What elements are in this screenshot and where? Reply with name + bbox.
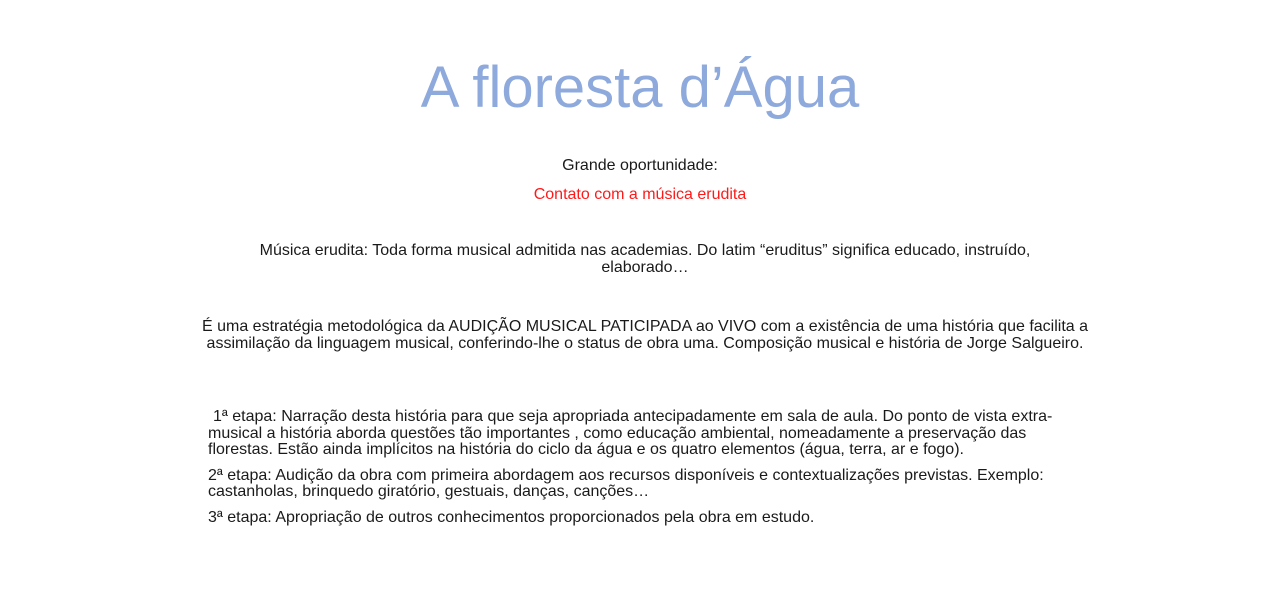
definition-paragraph: Música erudita: Toda forma musical admitida nas academias. Do latim “eruditus” significa educado, instruído, elaborado… [259,242,1031,276]
slide-subtitle: Grande oportunidade: [562,157,718,174]
steps-list [208,409,1088,535]
step-1: 1ª etapa: Narração desta história para que seja apropriada antecipadamente em sala de aula. Do ponto de vista extra-musical a história aborda questões tão importantes , como educação ambiental, nomeadamente a preservação das florestas. Estão ainda implícitos na história do ciclo da água e os quatro elementos (água, terra, ar e fogo). [208,408,1053,458]
highlight-text: Contato com a música erudita [533,186,747,203]
step-3: 3ª etapa: Apropriação de outros conhecimentos proporcionados pela obra em estudo. [208,508,815,526]
step-2: 2ª etapa: Audição da obra com primeira abordagem aos recursos disponíveis e contextualizações previstas. Exemplo: castanholas, brinquedo giratório, gestuais, danças, canções… [208,466,1044,500]
slide-title: A floresta d’Água [420,55,860,120]
strategy-paragraph: É uma estratégia metodológica da AUDIÇÃO MUSICAL PATICIPADA ao VIVO com a existência de uma história que facilita a assimilação da linguagem musical, conferindo-lhe o status de obra uma. Composição musical e história de Jorge Salgueiro. [201,318,1089,352]
